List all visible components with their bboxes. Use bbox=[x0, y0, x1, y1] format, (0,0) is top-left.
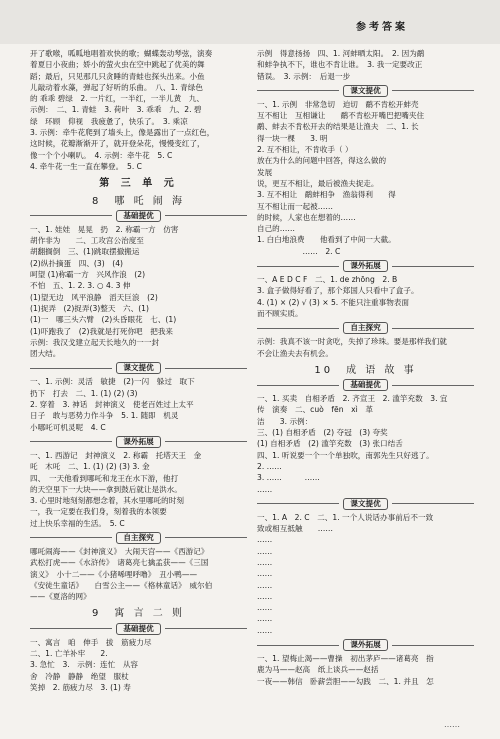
answer-line: (1)吓跑我了 (2)我就是打死你吧 把我来 bbox=[30, 326, 174, 336]
answer-line: 的 乖乖 碧绿 2. 一片红，一半红，一半儿黄 九、 bbox=[30, 94, 204, 104]
answer-line: 绿 环顾 仰视 我疲惫了，快乐了。 3. 乘凉 bbox=[30, 116, 188, 126]
answer-line: 一、1. 示例 非常急切 迫切 鹬不肯松开蚌壳 bbox=[257, 99, 419, 109]
answer-line: 3. …… …… bbox=[257, 473, 320, 483]
answer-line: 一、1. 示例：灵活 敏捷 (2)一闪 躲过 取下 bbox=[30, 377, 195, 387]
lesson-8-title: 8 哪 吒 闹 海 bbox=[92, 195, 185, 207]
section-header-ketang: 课文提优 bbox=[30, 362, 247, 374]
answer-line: 三、(1) 自相矛盾 (2) 夺冠 (3) 夸奖 bbox=[257, 428, 388, 438]
answer-line: 说，更互不相让，最后被渔夫捉走。 bbox=[257, 178, 379, 188]
answer-line: 哪吒闹海——《封神演义》 大闹天宫——《西游记》 bbox=[30, 546, 209, 556]
answer-line: 不怕 五、1. 2. 3. ○ 4. 3 伸 bbox=[30, 281, 131, 291]
answer-line: …… bbox=[257, 591, 273, 601]
answer-line: 一夜——韩信 卧薪尝胆——勾践 二、1. 并且 怎 bbox=[257, 676, 434, 686]
answer-line: 3. 互不相让 鹬蚌相争 渔翁得利 得 bbox=[257, 190, 396, 200]
section-header-ketang-r2: 课文提优 bbox=[257, 498, 474, 510]
right-jichu-block bbox=[257, 393, 474, 495]
left-intro bbox=[30, 48, 247, 172]
left-zizhu-block bbox=[30, 546, 247, 602]
answer-line: (1)望无边 风平浪静 滔天巨浪 (2) bbox=[30, 292, 158, 302]
answer-line: 2. …… bbox=[257, 461, 336, 471]
section-header-ketang-r: 课文提优 bbox=[257, 85, 474, 97]
page-header-title: 参考答案 bbox=[356, 22, 408, 33]
section-header-jichu-2: 基础提优 bbox=[30, 623, 247, 635]
answer-line: 示例：我真不该一时贪吃，失掉了珍珠。要是那样我们就 bbox=[257, 337, 447, 347]
answer-line: 传 演奏 二、cuò fēn xì 革 bbox=[257, 405, 381, 415]
lesson-9-title: 9 寓 言 二 则 bbox=[92, 608, 185, 620]
answer-line: 示例 得意扬扬 四、1. 河蚌晒太阳。 2. 因为鹬 bbox=[257, 49, 425, 58]
answer-line: 吒 木吒 二、1. (1) (2) (3) 3. 金 bbox=[30, 462, 150, 472]
answer-line: …… bbox=[257, 580, 273, 590]
answer-line: 放在为什么的问题中回答，得这么做的 bbox=[257, 156, 387, 166]
answer-line: 3. 心里时地刻刻都想念着，其水里哪吒的时刻 bbox=[30, 496, 184, 506]
answer-line: 示例： 二、1. 青蛙 3. 荷叶 3. 乖乖 九、2. 碧 bbox=[30, 105, 202, 115]
answer-line: 一、1. 西游记 封神演义 2. 称霸 托塔天王 金 bbox=[30, 450, 202, 460]
answer-line: 3. 盒子做得好看了，那个郑国人只看中了盒子。 bbox=[257, 286, 419, 296]
answer-line: 四、1. 听说要一个一个单独吹，南郭先生只好逃了。 bbox=[257, 450, 434, 460]
answer-line: 团大结。 bbox=[30, 349, 61, 359]
right-ketang2-block bbox=[257, 512, 474, 636]
left-jichu-block bbox=[30, 224, 247, 360]
answer-line: 像一个个小喇叭。 4. 示例：牵牛花 5. C bbox=[30, 150, 173, 160]
answer-line: …… bbox=[257, 535, 273, 545]
section-header-zizhu-r: 自主探究 bbox=[257, 322, 474, 334]
answer-line: (1) 自相矛盾 (2) 滥竽充数 (3) 张口结舌 bbox=[257, 439, 403, 449]
answer-line: 3. 急忙 3. 示例：连忙 从容 bbox=[30, 660, 139, 670]
section-header-kewai-r2: 课外拓展 bbox=[257, 639, 474, 651]
unit-title: 第 三 单 元 bbox=[99, 178, 178, 190]
answer-line: …… bbox=[257, 603, 273, 613]
right-ketang-block bbox=[257, 99, 474, 257]
answer-line: (1)一 哪三头六臂 (2)头昏眼花 七、(1) bbox=[30, 315, 177, 325]
right-column bbox=[257, 48, 474, 712]
answer-line: 自己的…… bbox=[257, 224, 295, 234]
answer-line: …… bbox=[257, 484, 295, 494]
left-column bbox=[30, 48, 247, 712]
answer-line: 2. 穿着 3. 神话 封神演义 使老百姓过上太平 bbox=[30, 400, 194, 410]
answer-line: 一、1. 娃娃 晃晃 扔 2. 称霸一方 仿害 bbox=[30, 224, 187, 234]
answer-line: (2)纵扑摘蛋 四、(3) (4) bbox=[30, 258, 124, 268]
answer-line: 1. 白白地浪费 他看到了中间一大截。 bbox=[257, 235, 396, 245]
answer-line: …… 2. C bbox=[257, 246, 341, 256]
answer-line: 一，我一定要在我们身，刻着我的本领要 bbox=[30, 507, 167, 517]
answer-line: 一、A E D C F 二、1. de zhōng 2. B bbox=[257, 275, 398, 285]
answer-line: 胡作非为 二、工攻宫公治度至 bbox=[30, 236, 144, 246]
answer-line: 发展 bbox=[257, 167, 356, 177]
answer-line: 的时候，人家也在想着的…… bbox=[257, 212, 356, 222]
answer-line: (1)捉弄 (2)捉弄(3)整天 六、(1) bbox=[30, 303, 149, 313]
right-kewai-block bbox=[257, 274, 474, 319]
section-header-jichu-r: 基础提优 bbox=[257, 379, 474, 391]
answer-line: 示例：我汉戈建立起天长地久的一一封 bbox=[30, 337, 160, 347]
answer-line: 互不相让 互相谦让 鹬不肯松开嘴巴把嘴夹住 bbox=[257, 111, 425, 121]
answer-line: ——《夏洛的网》 bbox=[30, 592, 91, 602]
answer-line: 舍 冷静 静静 绝望 服杖 bbox=[30, 671, 137, 681]
answer-line: 胡翻搁倒 三、(1)跳取摆撤搬运 bbox=[30, 247, 140, 257]
answer-line: 武松打虎——《水浒传》 诸葛亮七擒孟获——《三国 bbox=[30, 558, 209, 568]
answer-line: 这时候，花瓣渐渐开了，就开登朵花，慢慢变红了， bbox=[30, 139, 205, 149]
answer-line: 开了歌喉，呱呱地唱着欢快的歌；蝴蝶轰动琴弦，演奏 bbox=[30, 49, 213, 58]
answer-line: 错误。 3. 示例： 后退一步 bbox=[257, 71, 351, 81]
answer-line: 2. 互不相让，不肯收手（ ） bbox=[257, 145, 353, 155]
answer-line: 《安徒生童话》 白雪公主——《格林童话》 威尔伯 bbox=[30, 580, 213, 590]
left-ketang-block bbox=[30, 376, 247, 432]
answer-line: 洁 3. 示例： bbox=[257, 416, 317, 426]
answer-line: 4. 牵牛花一生一直在攀登。 5. C bbox=[30, 161, 142, 171]
section-header-jichu: 基础提优 bbox=[30, 210, 247, 222]
answer-line: 小哪吒可机灵呢 4. C bbox=[30, 422, 106, 432]
left-kewai-block bbox=[30, 450, 247, 529]
left-jichu2-block bbox=[30, 637, 247, 693]
answer-line: 演义》 小十二——《小猪唏哩呼噜》 丑小鸭—— bbox=[30, 569, 198, 579]
answer-line: …… bbox=[257, 569, 273, 579]
answer-line: 一、1. 买卖 自相矛盾 2. 齐宣王 2. 滥竽充数 3. 宜 bbox=[257, 394, 448, 404]
answer-line: 4. (1) × (2) √ (3) × 5. 不能只注重事物表面 bbox=[257, 297, 409, 307]
answer-line: 过上快乐幸福的生活。 5. C bbox=[30, 518, 125, 528]
answer-line: …… bbox=[257, 557, 273, 567]
answer-line: 呵望 (1)称霸一方 兴风作浪 (2) bbox=[30, 270, 146, 280]
answer-line: 致或相互抵触 …… bbox=[257, 524, 333, 534]
answer-line: 一、1. A 2. C 二、1. 一个人说话办事前后不一致 bbox=[257, 512, 434, 522]
answer-line: 鹬、蚌去不肯松开去的结果是让渔夫 二、1. 长 bbox=[257, 122, 419, 132]
answer-line: …… bbox=[257, 546, 273, 556]
answer-line: 鹿为马——赵高 纸上谈兵——赵括 bbox=[257, 665, 379, 675]
answer-line: 一、1. 望梅止渴——曹操 初出茅庐——诸葛亮 指 bbox=[257, 654, 434, 664]
answer-line: 着夏日小夜曲；娇小的萤火虫在空中跳起了优美的舞 bbox=[30, 60, 205, 70]
right-kewai2-block bbox=[257, 653, 474, 687]
answer-line: 四、 一天他看到哪吒和龙王在水下游，他打 bbox=[30, 473, 179, 483]
section-header-kewai-r: 课外拓展 bbox=[257, 260, 474, 272]
answer-line: 一、寓言 咱 伸手 拔 筋疲力尽 bbox=[30, 637, 167, 647]
answer-line: 互不相让而一起被…… bbox=[257, 201, 333, 211]
answer-line: 儿敲动着水藻，弹起了好听的乐曲。 八、1. 青绿色 bbox=[30, 82, 203, 92]
right-intro bbox=[257, 48, 474, 82]
answer-line: 二、1. 亡羊补牢 2. bbox=[30, 649, 116, 659]
answer-line: 和蚌争执不下，谁也不肯让谁。 3. 我一定要改正 bbox=[257, 60, 423, 70]
page-body bbox=[30, 48, 474, 712]
header-band bbox=[0, 0, 500, 44]
answer-line: 扔下 打去 二、1. (1) (2) (3) bbox=[30, 388, 138, 398]
answer-line: 不会让渔夫去有机会。 bbox=[257, 348, 333, 358]
answer-line: 笑掉 2. 筋疲力尽 3. (1) 寿 bbox=[30, 682, 131, 692]
right-zizhu-block bbox=[257, 336, 474, 359]
page-number: …… bbox=[444, 720, 460, 729]
answer-line: 的天空里下一大块——拿到鼓后就让是洪水。 bbox=[30, 484, 182, 494]
answer-line: 3. 示例：牵牛花爬到了墙头上，像是露出了一点红色， bbox=[30, 128, 215, 138]
answer-line: …… bbox=[257, 625, 273, 635]
answer-line: …… bbox=[257, 614, 273, 624]
answer-line: 得一块一棵 3. 明 bbox=[257, 133, 328, 143]
answer-line: 而不顾实质。 bbox=[257, 308, 303, 318]
lesson-10-title: 10 成 语 故 事 bbox=[314, 364, 417, 376]
answer-line: 日子 敢与恶势力作斗争 5. 1. 随即 机灵 bbox=[30, 411, 179, 421]
answer-line: 蹈；最后，只见那几只贪睡的青蛙也探头出来。小鱼 bbox=[30, 71, 205, 81]
section-header-kewai: 课外拓展 bbox=[30, 436, 247, 448]
section-header-zizhu: 自主探究 bbox=[30, 532, 247, 544]
